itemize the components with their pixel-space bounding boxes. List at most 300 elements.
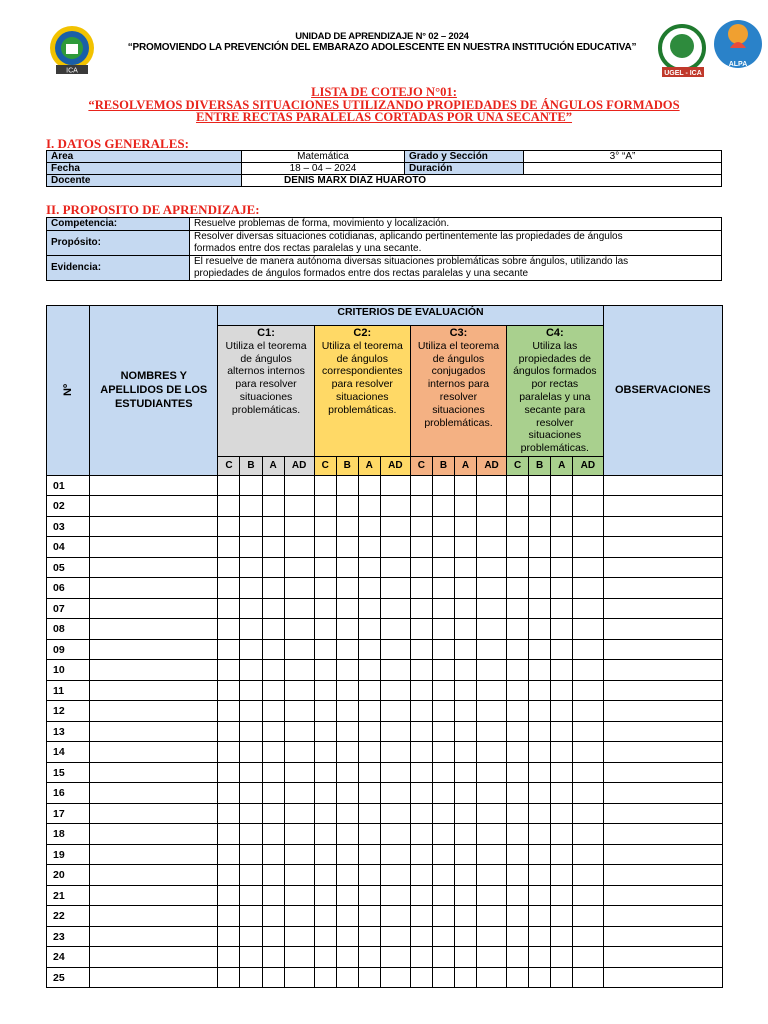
grade-cell[interactable] [477, 537, 507, 558]
grade-cell[interactable] [380, 783, 410, 804]
grade-cell[interactable] [507, 598, 529, 619]
grade-cell[interactable] [529, 701, 551, 722]
grade-cell[interactable] [573, 967, 603, 988]
grade-cell[interactable] [262, 947, 284, 968]
grade-cell[interactable] [551, 660, 573, 681]
grade-cell[interactable] [529, 537, 551, 558]
grade-cell[interactable] [380, 701, 410, 722]
observation-cell[interactable] [603, 947, 722, 968]
observation-cell[interactable] [603, 721, 722, 742]
grade-cell[interactable] [454, 475, 476, 496]
grade-cell[interactable] [432, 865, 454, 886]
grade-cell[interactable] [454, 680, 476, 701]
grade-cell[interactable] [454, 578, 476, 599]
grade-cell[interactable] [284, 660, 314, 681]
grade-cell[interactable] [432, 578, 454, 599]
grade-cell[interactable] [573, 742, 603, 763]
grade-cell[interactable] [477, 721, 507, 742]
grade-cell[interactable] [573, 578, 603, 599]
grade-cell[interactable] [336, 701, 358, 722]
grade-cell[interactable] [477, 865, 507, 886]
grade-cell[interactable] [314, 947, 336, 968]
grade-cell[interactable] [410, 660, 432, 681]
grade-cell[interactable] [314, 660, 336, 681]
grade-cell[interactable] [507, 967, 529, 988]
grade-cell[interactable] [529, 762, 551, 783]
grade-cell[interactable] [410, 803, 432, 824]
grade-cell[interactable] [507, 475, 529, 496]
student-name-cell[interactable] [90, 619, 218, 640]
grade-cell[interactable] [262, 701, 284, 722]
grade-cell[interactable] [454, 619, 476, 640]
grade-cell[interactable] [380, 598, 410, 619]
student-name-cell[interactable] [90, 475, 218, 496]
grade-cell[interactable] [432, 947, 454, 968]
grade-cell[interactable] [410, 742, 432, 763]
grade-cell[interactable] [262, 537, 284, 558]
grade-cell[interactable] [432, 475, 454, 496]
grade-cell[interactable] [551, 475, 573, 496]
grade-cell[interactable] [551, 926, 573, 947]
grade-cell[interactable] [551, 762, 573, 783]
grade-cell[interactable] [529, 824, 551, 845]
grade-cell[interactable] [240, 660, 262, 681]
grade-cell[interactable] [573, 865, 603, 886]
grade-cell[interactable] [410, 496, 432, 517]
grade-cell[interactable] [507, 516, 529, 537]
student-name-cell[interactable] [90, 701, 218, 722]
grade-cell[interactable] [262, 844, 284, 865]
grade-cell[interactable] [507, 496, 529, 517]
student-name-cell[interactable] [90, 578, 218, 599]
grade-cell[interactable] [218, 660, 240, 681]
grade-cell[interactable] [410, 721, 432, 742]
grade-cell[interactable] [410, 824, 432, 845]
grade-cell[interactable] [432, 619, 454, 640]
grade-cell[interactable] [358, 742, 380, 763]
grade-cell[interactable] [240, 844, 262, 865]
grade-cell[interactable] [358, 557, 380, 578]
grade-cell[interactable] [477, 598, 507, 619]
grade-cell[interactable] [573, 537, 603, 558]
grade-cell[interactable] [262, 578, 284, 599]
grade-cell[interactable] [477, 639, 507, 660]
grade-cell[interactable] [218, 619, 240, 640]
grade-cell[interactable] [432, 885, 454, 906]
grade-cell[interactable] [240, 885, 262, 906]
grade-cell[interactable] [240, 824, 262, 845]
grade-cell[interactable] [477, 557, 507, 578]
grade-cell[interactable] [358, 639, 380, 660]
grade-cell[interactable] [336, 967, 358, 988]
grade-cell[interactable] [240, 516, 262, 537]
grade-cell[interactable] [507, 762, 529, 783]
grade-cell[interactable] [358, 803, 380, 824]
student-name-cell[interactable] [90, 783, 218, 804]
grade-cell[interactable] [336, 844, 358, 865]
observation-cell[interactable] [603, 496, 722, 517]
grade-cell[interactable] [380, 475, 410, 496]
grade-cell[interactable] [314, 906, 336, 927]
grade-cell[interactable] [573, 783, 603, 804]
grade-cell[interactable] [218, 926, 240, 947]
grade-cell[interactable] [218, 516, 240, 537]
grade-cell[interactable] [358, 762, 380, 783]
grade-cell[interactable] [529, 496, 551, 517]
grade-cell[interactable] [358, 967, 380, 988]
grade-cell[interactable] [573, 926, 603, 947]
observation-cell[interactable] [603, 619, 722, 640]
grade-cell[interactable] [573, 885, 603, 906]
grade-cell[interactable] [410, 906, 432, 927]
student-name-cell[interactable] [90, 598, 218, 619]
grade-cell[interactable] [240, 762, 262, 783]
grade-cell[interactable] [262, 557, 284, 578]
grade-cell[interactable] [284, 721, 314, 742]
grade-cell[interactable] [336, 906, 358, 927]
grade-cell[interactable] [284, 844, 314, 865]
grade-cell[interactable] [336, 660, 358, 681]
grade-cell[interactable] [410, 701, 432, 722]
grade-cell[interactable] [218, 742, 240, 763]
grade-cell[interactable] [314, 516, 336, 537]
grade-cell[interactable] [380, 557, 410, 578]
grade-cell[interactable] [380, 803, 410, 824]
grade-cell[interactable] [240, 619, 262, 640]
grade-cell[interactable] [284, 578, 314, 599]
student-name-cell[interactable] [90, 885, 218, 906]
grade-cell[interactable] [336, 475, 358, 496]
grade-cell[interactable] [218, 906, 240, 927]
grade-cell[interactable] [529, 660, 551, 681]
grade-cell[interactable] [262, 865, 284, 886]
grade-cell[interactable] [262, 906, 284, 927]
grade-cell[interactable] [529, 598, 551, 619]
grade-cell[interactable] [573, 639, 603, 660]
grade-cell[interactable] [240, 496, 262, 517]
grade-cell[interactable] [454, 742, 476, 763]
observation-cell[interactable] [603, 926, 722, 947]
grade-cell[interactable] [336, 496, 358, 517]
grade-cell[interactable] [454, 598, 476, 619]
grade-cell[interactable] [218, 598, 240, 619]
grade-cell[interactable] [240, 742, 262, 763]
grade-cell[interactable] [358, 701, 380, 722]
grade-cell[interactable] [477, 844, 507, 865]
grade-cell[interactable] [529, 680, 551, 701]
grade-cell[interactable] [240, 680, 262, 701]
grade-cell[interactable] [551, 803, 573, 824]
student-name-cell[interactable] [90, 803, 218, 824]
grade-cell[interactable] [284, 639, 314, 660]
grade-cell[interactable] [358, 885, 380, 906]
grade-cell[interactable] [432, 516, 454, 537]
grade-cell[interactable] [284, 885, 314, 906]
grade-cell[interactable] [410, 680, 432, 701]
grade-cell[interactable] [573, 660, 603, 681]
grade-cell[interactable] [218, 680, 240, 701]
observation-cell[interactable] [603, 557, 722, 578]
grade-cell[interactable] [432, 598, 454, 619]
grade-cell[interactable] [284, 742, 314, 763]
grade-cell[interactable] [358, 824, 380, 845]
grade-cell[interactable] [529, 803, 551, 824]
grade-cell[interactable] [432, 680, 454, 701]
grade-cell[interactable] [284, 762, 314, 783]
observation-cell[interactable] [603, 680, 722, 701]
observation-cell[interactable] [603, 537, 722, 558]
grade-cell[interactable] [314, 824, 336, 845]
grade-cell[interactable] [240, 721, 262, 742]
grade-cell[interactable] [477, 947, 507, 968]
grade-cell[interactable] [358, 906, 380, 927]
grade-cell[interactable] [573, 619, 603, 640]
grade-cell[interactable] [336, 803, 358, 824]
grade-cell[interactable] [507, 537, 529, 558]
grade-cell[interactable] [573, 906, 603, 927]
grade-cell[interactable] [551, 721, 573, 742]
grade-cell[interactable] [507, 783, 529, 804]
observation-cell[interactable] [603, 967, 722, 988]
grade-cell[interactable] [529, 844, 551, 865]
student-name-cell[interactable] [90, 639, 218, 660]
grade-cell[interactable] [410, 557, 432, 578]
grade-cell[interactable] [262, 721, 284, 742]
grade-cell[interactable] [432, 742, 454, 763]
grade-cell[interactable] [477, 680, 507, 701]
grade-cell[interactable] [410, 537, 432, 558]
grade-cell[interactable] [314, 619, 336, 640]
grade-cell[interactable] [507, 701, 529, 722]
grade-cell[interactable] [477, 803, 507, 824]
grade-cell[interactable] [551, 496, 573, 517]
grade-cell[interactable] [529, 557, 551, 578]
observation-cell[interactable] [603, 639, 722, 660]
grade-cell[interactable] [336, 742, 358, 763]
grade-cell[interactable] [432, 824, 454, 845]
grade-cell[interactable] [314, 578, 336, 599]
grade-cell[interactable] [529, 783, 551, 804]
grade-cell[interactable] [551, 557, 573, 578]
grade-cell[interactable] [284, 516, 314, 537]
grade-cell[interactable] [477, 967, 507, 988]
grade-cell[interactable] [551, 783, 573, 804]
grade-cell[interactable] [336, 619, 358, 640]
grade-cell[interactable] [454, 824, 476, 845]
grade-cell[interactable] [314, 803, 336, 824]
grade-cell[interactable] [507, 619, 529, 640]
grade-cell[interactable] [380, 865, 410, 886]
grade-cell[interactable] [477, 496, 507, 517]
grade-cell[interactable] [410, 598, 432, 619]
grade-cell[interactable] [380, 537, 410, 558]
student-name-cell[interactable] [90, 660, 218, 681]
grade-cell[interactable] [410, 885, 432, 906]
observation-cell[interactable] [603, 885, 722, 906]
observation-cell[interactable] [603, 865, 722, 886]
grade-cell[interactable] [432, 803, 454, 824]
grade-cell[interactable] [218, 557, 240, 578]
grade-cell[interactable] [477, 742, 507, 763]
grade-cell[interactable] [507, 824, 529, 845]
grade-cell[interactable] [240, 598, 262, 619]
grade-cell[interactable] [380, 926, 410, 947]
grade-cell[interactable] [573, 475, 603, 496]
grade-cell[interactable] [454, 762, 476, 783]
grade-cell[interactable] [551, 906, 573, 927]
grade-cell[interactable] [314, 598, 336, 619]
grade-cell[interactable] [507, 885, 529, 906]
grade-cell[interactable] [218, 701, 240, 722]
grade-cell[interactable] [573, 762, 603, 783]
grade-cell[interactable] [218, 762, 240, 783]
grade-cell[interactable] [380, 824, 410, 845]
grade-cell[interactable] [314, 967, 336, 988]
grade-cell[interactable] [454, 926, 476, 947]
student-name-cell[interactable] [90, 865, 218, 886]
grade-cell[interactable] [358, 783, 380, 804]
grade-cell[interactable] [454, 660, 476, 681]
grade-cell[interactable] [314, 475, 336, 496]
grade-cell[interactable] [262, 598, 284, 619]
grade-cell[interactable] [573, 721, 603, 742]
grade-cell[interactable] [336, 639, 358, 660]
grade-cell[interactable] [218, 578, 240, 599]
grade-cell[interactable] [314, 885, 336, 906]
grade-cell[interactable] [358, 721, 380, 742]
grade-cell[interactable] [410, 926, 432, 947]
grade-cell[interactable] [336, 885, 358, 906]
grade-cell[interactable] [529, 742, 551, 763]
grade-cell[interactable] [432, 926, 454, 947]
grade-cell[interactable] [240, 906, 262, 927]
grade-cell[interactable] [551, 598, 573, 619]
grade-cell[interactable] [380, 721, 410, 742]
grade-cell[interactable] [432, 762, 454, 783]
grade-cell[interactable] [218, 639, 240, 660]
grade-cell[interactable] [507, 578, 529, 599]
grade-cell[interactable] [410, 475, 432, 496]
grade-cell[interactable] [358, 865, 380, 886]
grade-cell[interactable] [432, 639, 454, 660]
grade-cell[interactable] [218, 844, 240, 865]
grade-cell[interactable] [218, 721, 240, 742]
grade-cell[interactable] [240, 537, 262, 558]
grade-cell[interactable] [240, 475, 262, 496]
grade-cell[interactable] [477, 906, 507, 927]
grade-cell[interactable] [551, 844, 573, 865]
grade-cell[interactable] [314, 844, 336, 865]
grade-cell[interactable] [380, 844, 410, 865]
grade-cell[interactable] [284, 680, 314, 701]
grade-cell[interactable] [551, 865, 573, 886]
grade-cell[interactable] [507, 721, 529, 742]
grade-cell[interactable] [410, 762, 432, 783]
grade-cell[interactable] [314, 680, 336, 701]
grade-cell[interactable] [410, 865, 432, 886]
grade-cell[interactable] [507, 865, 529, 886]
grade-cell[interactable] [314, 639, 336, 660]
grade-cell[interactable] [336, 516, 358, 537]
grade-cell[interactable] [507, 660, 529, 681]
grade-cell[interactable] [551, 619, 573, 640]
grade-cell[interactable] [529, 475, 551, 496]
grade-cell[interactable] [262, 660, 284, 681]
grade-cell[interactable] [477, 619, 507, 640]
observation-cell[interactable] [603, 783, 722, 804]
grade-cell[interactable] [284, 598, 314, 619]
grade-cell[interactable] [336, 721, 358, 742]
student-name-cell[interactable] [90, 496, 218, 517]
grade-cell[interactable] [218, 537, 240, 558]
student-name-cell[interactable] [90, 762, 218, 783]
observation-cell[interactable] [603, 598, 722, 619]
grade-cell[interactable] [336, 680, 358, 701]
grade-cell[interactable] [284, 557, 314, 578]
grade-cell[interactable] [284, 906, 314, 927]
observation-cell[interactable] [603, 844, 722, 865]
grade-cell[interactable] [529, 926, 551, 947]
grade-cell[interactable] [380, 660, 410, 681]
grade-cell[interactable] [284, 783, 314, 804]
grade-cell[interactable] [573, 496, 603, 517]
grade-cell[interactable] [507, 742, 529, 763]
grade-cell[interactable] [284, 619, 314, 640]
grade-cell[interactable] [454, 516, 476, 537]
grade-cell[interactable] [529, 865, 551, 886]
grade-cell[interactable] [240, 926, 262, 947]
grade-cell[interactable] [358, 475, 380, 496]
grade-cell[interactable] [454, 701, 476, 722]
grade-cell[interactable] [507, 680, 529, 701]
observation-cell[interactable] [603, 824, 722, 845]
student-name-cell[interactable] [90, 947, 218, 968]
grade-cell[interactable] [477, 783, 507, 804]
grade-cell[interactable] [477, 516, 507, 537]
grade-cell[interactable] [218, 475, 240, 496]
grade-cell[interactable] [284, 926, 314, 947]
grade-cell[interactable] [284, 537, 314, 558]
grade-cell[interactable] [380, 762, 410, 783]
grade-cell[interactable] [262, 742, 284, 763]
grade-cell[interactable] [454, 557, 476, 578]
student-name-cell[interactable] [90, 926, 218, 947]
grade-cell[interactable] [573, 701, 603, 722]
grade-cell[interactable] [410, 516, 432, 537]
grade-cell[interactable] [454, 537, 476, 558]
grade-cell[interactable] [573, 947, 603, 968]
observation-cell[interactable] [603, 803, 722, 824]
grade-cell[interactable] [284, 803, 314, 824]
grade-cell[interactable] [432, 844, 454, 865]
grade-cell[interactable] [454, 906, 476, 927]
grade-cell[interactable] [218, 947, 240, 968]
grade-cell[interactable] [477, 475, 507, 496]
grade-cell[interactable] [336, 783, 358, 804]
grade-cell[interactable] [358, 496, 380, 517]
grade-cell[interactable] [240, 783, 262, 804]
grade-cell[interactable] [551, 885, 573, 906]
grade-cell[interactable] [454, 721, 476, 742]
grade-cell[interactable] [262, 762, 284, 783]
grade-cell[interactable] [454, 885, 476, 906]
grade-cell[interactable] [477, 701, 507, 722]
grade-cell[interactable] [551, 680, 573, 701]
grade-cell[interactable] [336, 865, 358, 886]
grade-cell[interactable] [454, 947, 476, 968]
grade-cell[interactable] [314, 557, 336, 578]
grade-cell[interactable] [262, 803, 284, 824]
